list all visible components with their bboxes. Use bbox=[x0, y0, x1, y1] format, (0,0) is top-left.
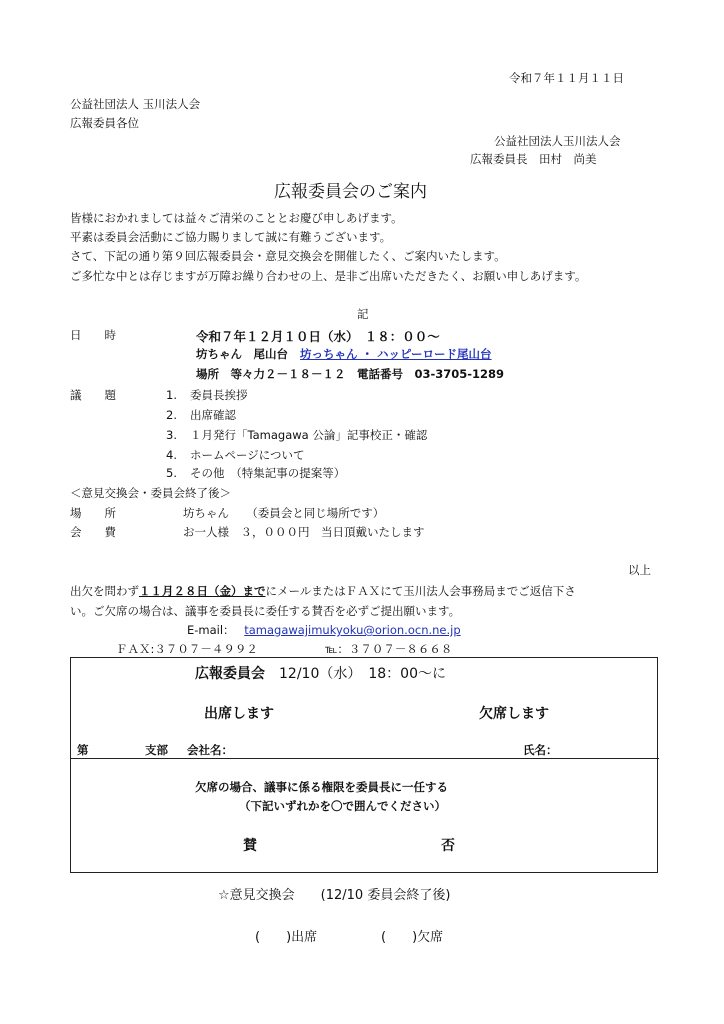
absent-option[interactable]: 欠席します bbox=[479, 706, 549, 722]
bottom-attend-option[interactable]: ( )出席 bbox=[255, 930, 318, 945]
delegate-line-2: （下記いずれかを〇で囲んでください） bbox=[239, 799, 446, 813]
sender-org: 公益社団法人玉川法人会 bbox=[494, 134, 621, 148]
venue-prefix: 坊ちゃん 尾山台 bbox=[196, 347, 288, 361]
place-label: 場 所 bbox=[70, 506, 116, 520]
reply-line-1: 出欠を問わず１１月２８日（金）までにメールまたはＦＡＸにて玉川法人会事務局までご返信下さ bbox=[70, 584, 576, 598]
reply-deadline: １１月２８日（金）まで bbox=[139, 584, 266, 598]
fax-number: ＦＡＸ:３７０７－４９９２ bbox=[116, 642, 258, 656]
bottom-absent-option[interactable]: ( )欠席 bbox=[381, 930, 444, 945]
attend-option[interactable]: 出席します bbox=[204, 706, 274, 722]
recipient-to: 広報委員各位 bbox=[70, 116, 139, 130]
body-line-4: ご多忙な中とは存じますが万障お繰り合わせの上、是非ご出席いただきたく、お願い申しあげます。 bbox=[70, 269, 587, 283]
name-label: 氏名： bbox=[523, 743, 558, 757]
agenda-label: 議 題 bbox=[70, 388, 116, 402]
agenda-item: 4. ホームページについて bbox=[166, 448, 305, 462]
recipient-org: 公益社団法人 玉川法人会 bbox=[70, 97, 201, 111]
agenda-item: 1. 委員長挨拶 bbox=[166, 388, 248, 402]
document-title: 広報委員会のご案内 bbox=[274, 182, 427, 202]
body-line-3: さて、下記の通り第９回広報委員会・意見交換会を開催したく、ご案内いたします。 bbox=[70, 249, 506, 263]
venue-line bbox=[196, 346, 492, 362]
body-line-1: 皆様におかれましては益々ご清栄のこととお慶び申しあげます。 bbox=[70, 211, 403, 225]
email-label: E-mail： bbox=[187, 623, 235, 637]
reply-line-2: い。ご欠席の場合は、議事を委員長に委任する賛否を必ずご提出願います。 bbox=[70, 604, 461, 618]
branch-shibu: 支部 bbox=[145, 743, 168, 757]
schedule-label: 日 時 bbox=[70, 328, 116, 342]
fee-label: 会 費 bbox=[70, 525, 116, 539]
venue-address: 場所 等々力２－１８－１２ 電話番号 03-3705-1289 bbox=[196, 367, 505, 381]
approve-option[interactable]: 賛 bbox=[243, 838, 257, 854]
company-label: 会社名： bbox=[187, 743, 233, 757]
fee-value: お一人様 ３，０００円 当日頂戴いたします bbox=[183, 525, 425, 539]
agenda-item: 5. その他 （特集記事の提案等） bbox=[166, 466, 346, 480]
sender-name: 広報委員長 田村 尚美 bbox=[470, 152, 597, 166]
agenda-item: 3. １月発行「Tamagawa 公論」記事校正・確認 bbox=[166, 428, 428, 442]
reply-form-box bbox=[70, 657, 658, 873]
ijou-label: 以上 bbox=[628, 563, 651, 577]
schedule-datetime: 令和７年１２月１０日（水） １８：００～ bbox=[196, 329, 440, 344]
venue-link[interactable]: 坊っちゃん ・ ハッピーロード尾山台 bbox=[300, 347, 492, 361]
document-date: 令和７年１１月１１日 bbox=[509, 71, 624, 85]
form-heading: 広報委員会 12/10（水） 18：00～に bbox=[195, 666, 446, 682]
place-value: 坊ちゃん （委員会と同じ場所です） bbox=[183, 506, 385, 520]
branch-dai: 第 bbox=[77, 743, 89, 757]
agenda-item: 2. 出席確認 bbox=[166, 408, 236, 422]
tel-number: ℡：３７０７－８６６８ bbox=[325, 642, 453, 656]
bottom-exchange-line: ☆意見交換会 (12/10 委員会終了後) bbox=[218, 888, 451, 903]
delegate-line-1: 欠席の場合、議事に係る権限を委員長に一任する bbox=[195, 780, 448, 794]
body-line-2: 平素は委員会活動にご協力賜りまして誠に有難うございます。 bbox=[70, 230, 392, 244]
exchange-header: ＜意見交換会・委員会終了後＞ bbox=[70, 486, 231, 500]
oppose-option[interactable]: 否 bbox=[441, 838, 455, 854]
fill-in-underline bbox=[71, 758, 659, 759]
ki-label: 記 bbox=[357, 307, 369, 321]
email-line bbox=[187, 622, 461, 638]
email-link[interactable]: tamagawajimukyoku@orion.ocn.ne.jp bbox=[244, 623, 461, 637]
